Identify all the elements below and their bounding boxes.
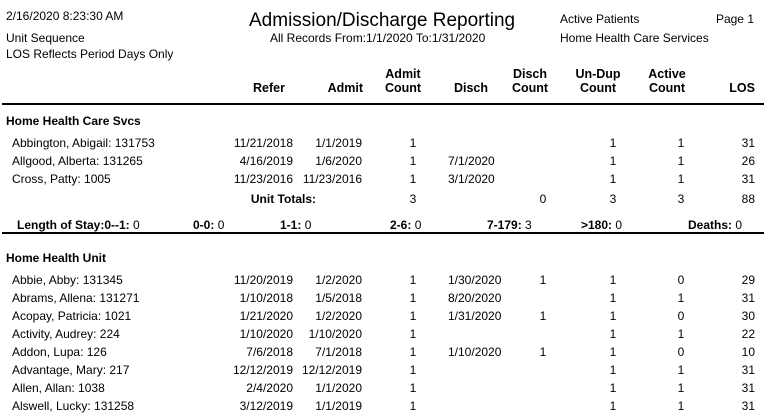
date-range: All Records From:1/1/2020 To:1/31/2020 [270, 31, 486, 45]
col-disch: Disch [453, 81, 488, 95]
refer-date: 11/23/2016 [233, 172, 293, 186]
refer-date: 3/12/2019 [239, 399, 293, 413]
los-stat-value: 0 [304, 218, 312, 232]
patient-name: Acopay, Patricia: 1021 [12, 309, 132, 323]
col-admit-count-line2: Count [384, 81, 422, 95]
disch-count: 1 [539, 273, 547, 287]
total-los: 88 [741, 192, 755, 206]
undup-count: 1 [609, 399, 617, 413]
active-count: 0 [677, 309, 685, 323]
undup-count: 1 [609, 381, 617, 395]
refer-date: 4/16/2019 [239, 154, 293, 168]
patient-name: Advantage, Mary: 217 [12, 363, 130, 377]
patient-name: Cross, Patty: 1005 [12, 172, 111, 186]
active-count: 0 [677, 345, 685, 359]
admit-count: 1 [409, 172, 417, 186]
col-undup-line1: Un-Dup [575, 67, 621, 81]
los-stat [280, 218, 311, 232]
col-undup-count [570, 67, 626, 95]
admit-date: 1/2/2020 [315, 273, 362, 287]
filter-label: Active Patients [560, 12, 640, 26]
unit-heading: Home Health Unit [6, 251, 107, 265]
admit-count: 1 [409, 381, 417, 395]
undup-count: 1 [609, 327, 617, 341]
active-count: 1 [677, 381, 685, 395]
active-count: 1 [677, 136, 685, 150]
los-stat [688, 218, 742, 232]
agency-name: Home Health Care Services [560, 31, 709, 45]
col-admit: Admit [327, 81, 363, 95]
col-active-count [640, 67, 694, 95]
admit-date: 1/1/2019 [315, 399, 362, 413]
admit-date: 7/1/2018 [315, 345, 362, 359]
total-active-count: 3 [677, 192, 685, 206]
undup-count: 1 [609, 309, 617, 323]
total-disch-count: 0 [539, 192, 547, 206]
refer-date: 12/12/2019 [232, 363, 293, 377]
total-admit-count: 3 [409, 192, 417, 206]
sequence-label: Unit Sequence [6, 31, 85, 45]
patient-name: Addon, Lupa: 126 [12, 345, 107, 359]
admit-date: 12/12/2019 [301, 363, 362, 377]
active-count: 1 [677, 327, 685, 341]
col-admit-count [378, 67, 428, 95]
los-value: 31 [741, 136, 755, 150]
admit-date: 1/2/2020 [315, 309, 362, 323]
patient-name: Allgood, Alberta: 131265 [12, 154, 143, 168]
refer-date: 1/10/2018 [239, 291, 293, 305]
los-value: 10 [741, 345, 755, 359]
active-count: 1 [677, 291, 685, 305]
admit-count: 1 [409, 136, 417, 150]
admit-date: 1/1/2020 [315, 381, 362, 395]
disch-date: 1/10/2020 [448, 345, 502, 359]
col-active-line2: Count [648, 81, 686, 95]
total-undup-count: 3 [609, 192, 617, 206]
patient-name: Allen, Allan: 1038 [12, 381, 105, 395]
disch-date: 1/31/2020 [448, 309, 502, 323]
los-stat [581, 218, 622, 232]
los-value: 30 [741, 309, 755, 323]
los-stat [193, 218, 224, 232]
admit-date: 1/1/2019 [315, 136, 362, 150]
los-stat-value: 3 [525, 218, 532, 232]
los-stat-label: 2-6: [390, 218, 412, 232]
col-los: LOS [729, 81, 755, 95]
los-stat-label: Deaths: [688, 218, 733, 232]
col-disch-count-line1: Disch [512, 67, 548, 81]
los-stat-value: 0 [615, 218, 623, 232]
patient-name: Alswell, Lucky: 131258 [12, 399, 135, 413]
los-stat [487, 218, 532, 232]
refer-date: 7/6/2018 [246, 345, 293, 359]
los-value: 31 [741, 291, 755, 305]
col-refer: Refer [253, 81, 285, 95]
los-value: 26 [741, 154, 755, 168]
unit-heading: Home Health Care Svcs [6, 114, 141, 128]
col-admit-count-line1: Admit [385, 67, 421, 81]
refer-date: 2/4/2020 [246, 381, 293, 395]
undup-count: 1 [609, 154, 617, 168]
admit-count: 1 [409, 154, 417, 168]
patient-name: Abbington, Abigail: 131753 [12, 136, 155, 150]
col-disch-count-line2: Count [511, 81, 549, 95]
undup-count: 1 [609, 172, 617, 186]
patient-name: Activity, Audrey: 224 [12, 327, 120, 341]
los-value: 22 [741, 327, 755, 341]
los-value: 31 [741, 399, 755, 413]
los-value: 29 [741, 273, 755, 287]
refer-date: 1/10/2020 [239, 327, 293, 341]
disch-count: 1 [539, 345, 547, 359]
active-count: 1 [677, 363, 685, 377]
los-value: 31 [741, 363, 755, 377]
active-count: 1 [677, 172, 685, 186]
undup-count: 1 [609, 345, 617, 359]
active-count: 1 [677, 154, 685, 168]
los-value: 31 [741, 381, 755, 395]
disch-count: 1 [539, 309, 547, 323]
admit-date: 1/6/2020 [315, 154, 362, 168]
admit-date: 11/23/2016 [302, 172, 362, 186]
col-undup-line2: Count [579, 81, 617, 95]
report-timestamp: 2/16/2020 8:23:30 AM [6, 9, 124, 23]
los-stat-value: 0 [217, 218, 225, 232]
undup-count: 1 [609, 363, 617, 377]
admit-count: 1 [409, 291, 417, 305]
unit-divider [2, 232, 764, 234]
admit-date: 1/10/2020 [308, 327, 362, 341]
los-note: LOS Reflects Period Days Only [6, 47, 174, 61]
patient-name: Abbie, Abby: 131345 [12, 273, 123, 287]
los-stat-label: >180: [581, 218, 613, 232]
los-stat-label: 1-1: [280, 218, 302, 232]
page-number: Page 1 [715, 12, 754, 26]
admit-count: 1 [409, 327, 417, 341]
disch-date: 8/20/2020 [448, 291, 502, 305]
los-stat [390, 218, 421, 232]
refer-date: 11/20/2019 [233, 273, 293, 287]
los-stat-label: Length of Stay:0--1: [17, 218, 130, 232]
los-stat-value: 0 [414, 218, 422, 232]
disch-date: 1/30/2020 [448, 273, 502, 287]
active-count: 1 [677, 399, 685, 413]
los-stat-value: 0 [133, 218, 140, 232]
los-stat [17, 218, 140, 232]
refer-date: 1/21/2020 [239, 309, 293, 323]
active-count: 0 [677, 273, 685, 287]
los-value: 31 [741, 172, 755, 186]
undup-count: 1 [609, 136, 617, 150]
los-stat-label: 7-179: [487, 218, 522, 232]
disch-date: 7/1/2020 [448, 154, 495, 168]
admit-date: 1/5/2018 [315, 291, 362, 305]
refer-date: 11/21/2018 [233, 136, 293, 150]
unit-totals-label: Unit Totals: [250, 192, 316, 206]
admit-count: 1 [409, 309, 417, 323]
page-title: Admission/Discharge Reporting [249, 10, 516, 31]
undup-count: 1 [609, 291, 617, 305]
undup-count: 1 [609, 273, 617, 287]
header-divider [2, 103, 764, 105]
admit-count: 1 [409, 273, 417, 287]
col-disch-count [505, 67, 555, 95]
admit-count: 1 [409, 345, 417, 359]
col-active-line1: Active [648, 67, 686, 81]
admit-count: 1 [409, 399, 417, 413]
admit-count: 1 [409, 363, 417, 377]
los-stat-label: 0-0: [193, 218, 215, 232]
los-stat-value: 0 [735, 218, 743, 232]
disch-date: 3/1/2020 [448, 172, 495, 186]
patient-name: Abrams, Allena: 131271 [12, 291, 140, 305]
